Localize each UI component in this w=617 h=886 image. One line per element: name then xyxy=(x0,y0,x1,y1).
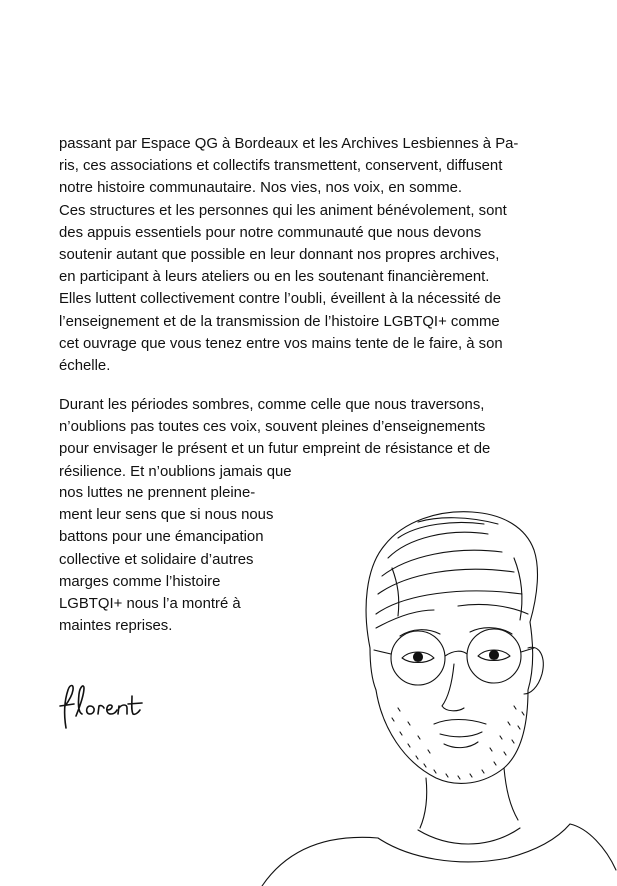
text-line: en participant à leurs ateliers ou en les soutenant financièrement. xyxy=(59,269,490,286)
text-line: n’oublions pas toutes ces voix, souvent pleines d’enseignements xyxy=(59,419,486,436)
text-line: cet ouvrage que vous tenez entre vos mains tente de le faire, à son xyxy=(59,335,503,352)
text-line: des appuis essentiels pour notre communauté que nous devons xyxy=(59,224,482,241)
text-line: battons pour une émancipation xyxy=(59,529,264,546)
paragraph-1 xyxy=(59,133,564,377)
text-line: pour envisager le présent et un futur empreint de résistance et de xyxy=(59,441,491,458)
text-line: Elles luttent collectivement contre l’oubli, éveillent à la nécessité de xyxy=(59,291,501,308)
text-line: échelle. xyxy=(59,358,111,375)
text-line: soutenir autant que possible en leur donnant nos propres archives, xyxy=(59,247,500,264)
text-line: nos luttes ne prennent pleine- xyxy=(59,485,256,501)
text-line: marges comme l’histoire xyxy=(59,573,221,590)
text-line: ment leur sens que si nous nous xyxy=(59,507,274,524)
signature-florent xyxy=(52,676,182,736)
text-line: notre histoire communautaire. Nos vies, nos voix, en somme. xyxy=(59,180,463,197)
text-line: passant par Espace QG à Bordeaux et les Archives Lesbiennes à Pa- xyxy=(59,136,519,152)
text-line: Ces structures et les personnes qui les animent bénévolement, sont xyxy=(59,202,507,219)
portrait-illustration xyxy=(258,498,617,886)
text-line: LGBTQI+ nous l’a montré à xyxy=(59,596,241,613)
text-line: ris, ces associations et collectifs transmettent, conservent, diffusent xyxy=(59,158,503,175)
paragraph-2 xyxy=(59,394,564,483)
text-line: l’enseignement et de la transmission de l’histoire LGBTQI+ comme xyxy=(59,313,500,330)
text-line: Durant les périodes sombres, comme celle que nous traversons, xyxy=(59,397,485,413)
text-line: maintes reprises. xyxy=(59,618,173,635)
text-line: résilience. Et n’oublions jamais que xyxy=(59,463,292,480)
text-line: collective et solidaire d’autres xyxy=(59,551,254,568)
